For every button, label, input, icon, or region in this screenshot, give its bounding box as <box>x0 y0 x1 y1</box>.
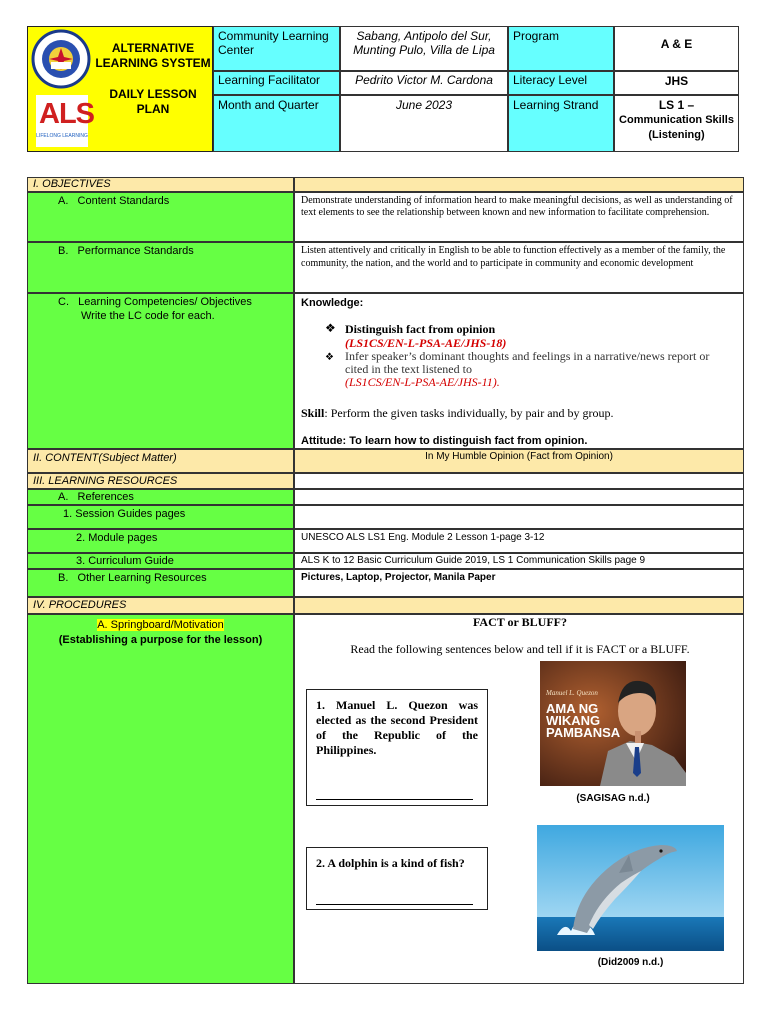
facilitator-value: Pedrito Victor M. Cardona <box>340 71 508 95</box>
resources-heading: III. LEARNING RESOURCES <box>33 475 178 487</box>
dolphin-image <box>537 825 724 951</box>
resources-heading-cell <box>27 473 294 489</box>
resources-heading-right <box>294 473 744 489</box>
references-value-cell <box>294 489 744 505</box>
module-pages-label: 2. Module pages <box>76 532 158 544</box>
bullet1-code: (LS1CS/EN-L-PSA-AE/JHS-18) <box>345 336 507 350</box>
poster-signature: Manuel L. Quezon <box>546 689 598 697</box>
bullet1-text: Distinguish fact from opinion <box>345 322 496 336</box>
content-value: In My Humble Opinion (Fact from Opinion) <box>425 451 613 462</box>
community-value: Sabang, Antipolo del Sur, Munting Pulo, Villa de Lipa <box>340 26 508 71</box>
content-heading <box>28 450 293 465</box>
skill-text: : Perform the given tasks individually, by pair and by group. <box>324 406 614 420</box>
als-logo-letters: ALS <box>39 98 94 130</box>
session-guides-label: 1. Session Guides pages <box>63 508 186 520</box>
performance-standards-text: Listen attentively and critically in English to be able to function effectively as a member of the family, the community, the nation, and the world and to participate in community and economic development <box>301 245 726 269</box>
als-logo-motto: LIFELONG LEARNING <box>36 133 88 139</box>
competencies-label-1: C. Learning Competencies/ Objectives <box>58 296 252 308</box>
objectives-heading-right <box>294 177 744 192</box>
strand-value-line1: LS 1 – <box>658 98 695 112</box>
question-1-text: 1. Manuel L. Quezon was elected as the second President of the Republic of the Philippines. <box>316 698 478 757</box>
program-label: Program <box>508 26 614 71</box>
session-guides-value-cell <box>294 505 744 529</box>
activity-title: FACT or BLUFF? <box>472 615 567 629</box>
curriculum-label: 3. Curriculum Guide <box>76 555 174 567</box>
answer-1-blank[interactable] <box>316 799 473 800</box>
diamond-bullet-icon: ❖ <box>325 352 334 363</box>
springboard-sub: (Establishing a purpose for the lesson) <box>58 634 263 646</box>
bullet2-code: (LS1CS/EN-L-PSA-AE/JHS-11). <box>345 375 500 389</box>
references-label: A. References <box>58 491 134 503</box>
other-resources-value-cell <box>294 569 744 597</box>
image-1-caption: (SAGISAG n.d.) <box>576 793 650 804</box>
content-heading-sub: (Subject Matter) <box>98 452 177 464</box>
facilitator-label: Learning Facilitator <box>213 71 340 95</box>
content-standards-label: A. Content Standards <box>58 195 170 207</box>
question-1-box <box>306 689 488 806</box>
deped-seal-icon <box>31 29 91 89</box>
competencies-value-cell <box>294 293 744 449</box>
diamond-bullet-icon: ❖ <box>325 321 336 335</box>
performance-standards-label: B. Performance Standards <box>58 245 194 257</box>
skill-label: Skill <box>301 406 325 420</box>
curriculum-value: ALS K to 12 Basic Curriculum Guide 2019, LS 1 Communication Skills page 9 <box>301 555 646 566</box>
session-guides-cell <box>27 505 294 529</box>
other-resources-cell <box>27 569 294 597</box>
other-resources-label: B. Other Learning Resources <box>58 572 207 584</box>
attitude-text: Attitude: To learn how to distinguish fact from opinion. <box>301 435 588 447</box>
header-title-block <box>27 26 213 152</box>
content-value-cell <box>294 449 744 473</box>
knowledge-label: Knowledge: <box>301 297 364 309</box>
quezon-poster-image <box>540 661 686 786</box>
content-standards-cell <box>27 192 294 242</box>
springboard-cell <box>27 614 294 984</box>
module-pages-value-cell <box>294 529 744 553</box>
curriculum-value-cell <box>294 553 744 569</box>
image-2-caption: (Did2009 n.d.) <box>597 957 664 968</box>
program-value: A & E <box>614 26 739 71</box>
activity-cell <box>294 614 744 984</box>
bullet2-text: Infer speaker’s dominant thoughts and feelings in a narrative/news report or cited in the text listened to <box>345 349 710 376</box>
poster-line-3: PAMBANSA <box>546 725 621 740</box>
objectives-heading: I. OBJECTIVES <box>33 178 111 190</box>
literacy-label: Literacy Level <box>508 71 614 95</box>
references-cell <box>27 489 294 505</box>
org-title: ALTERNATIVE LEARNING SYSTEM <box>95 41 211 70</box>
competencies-cell <box>27 293 294 449</box>
question-2-text: 2. A dolphin is a kind of fish? <box>316 856 465 870</box>
module-pages-value: UNESCO ALS LS1 Eng. Module 2 Lesson 1-page 3-12 <box>301 532 545 543</box>
skill-line <box>301 406 614 420</box>
poster-line-2: WIKANG <box>546 713 601 728</box>
question-2-box <box>306 847 488 910</box>
objectives-heading-row <box>27 177 294 192</box>
strand-value <box>614 95 739 152</box>
springboard-label: A. Springboard/Motivation <box>97 619 224 631</box>
module-pages-cell <box>27 529 294 553</box>
month-value: June 2023 <box>340 95 508 152</box>
month-label: Month and Quarter <box>213 95 340 152</box>
als-logo <box>36 95 94 147</box>
performance-standards-cell <box>27 242 294 293</box>
strand-value-line2: Communication Skills (Listening) <box>619 114 734 141</box>
procedures-heading: IV. PROCEDURES <box>33 599 127 611</box>
content-standards-text: Demonstrate understanding of information heard to make meaningful decisions, as well as understanding of text elements to see the relationship between known and new information to facilitate comprehension. <box>301 195 733 218</box>
plan-title: DAILY LESSON PLAN <box>109 87 197 116</box>
community-label: Community Learning Center <box>213 26 340 71</box>
content-heading-cell <box>27 449 294 473</box>
literacy-value: JHS <box>614 71 739 95</box>
strand-label: Learning Strand <box>508 95 614 152</box>
content-heading-main: II. CONTENT <box>33 452 99 464</box>
performance-standards-value-cell <box>294 242 744 293</box>
procedures-heading-right <box>294 597 744 614</box>
answer-2-blank[interactable] <box>316 904 473 905</box>
poster-line-1: AMA NG <box>546 701 599 716</box>
procedures-heading-cell <box>27 597 294 614</box>
other-resources-value: Pictures, Laptop, Projector, Manila Paper <box>301 572 496 583</box>
content-standards-value-cell <box>294 192 744 242</box>
activity-instruction: Read the following sentences below and tell if it is FACT or a BLUFF. <box>350 642 690 656</box>
curriculum-cell <box>27 553 294 569</box>
competencies-label-2: Write the LC code for each. <box>81 310 215 322</box>
